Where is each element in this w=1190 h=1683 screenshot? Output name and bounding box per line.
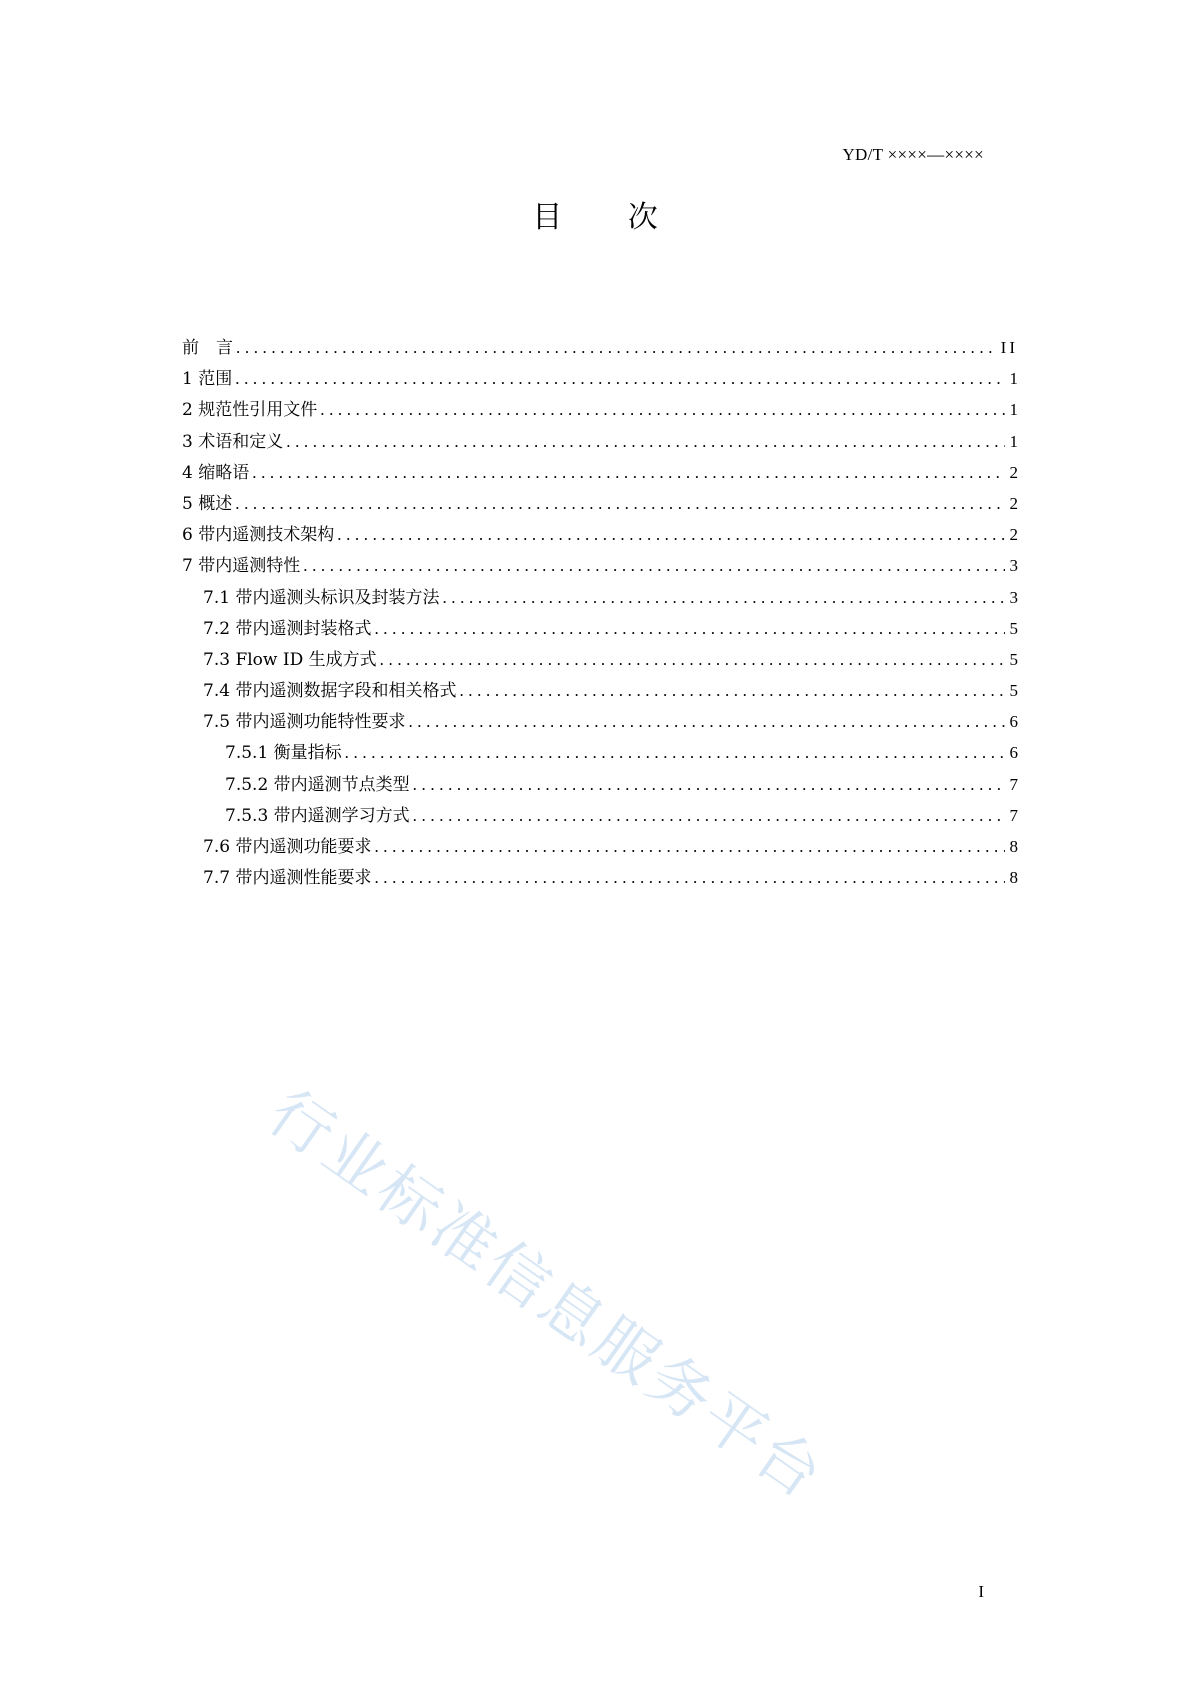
toc-leader-dots (413, 806, 1005, 826)
toc-entry[interactable] (182, 489, 1018, 520)
toc-entry-page: 5 (1009, 618, 1018, 638)
toc-entry-label: 7.1 带内遥测头标识及封装方法 (203, 587, 440, 608)
toc-entry[interactable] (182, 583, 1018, 614)
toc-entry[interactable] (182, 614, 1018, 645)
toc-entry[interactable] (182, 770, 1018, 801)
toc-entry-label: 7.6 带内遥测功能要求 (203, 837, 372, 857)
toc-leader-dots (374, 868, 1005, 888)
toc-entry-page: 3 (1009, 556, 1018, 576)
toc-entry[interactable] (182, 832, 1018, 863)
toc-entry[interactable] (182, 738, 1018, 769)
toc-entry-page: 1 (1009, 369, 1018, 389)
toc-leader-dots (374, 619, 1005, 639)
toc-leader-dots (413, 775, 1005, 795)
toc-entry-page: 3 (1009, 587, 1018, 607)
toc-entry-label: 7.3 Flow ID 生成方式 (203, 649, 377, 670)
toc-entry-page: 8 (1009, 837, 1018, 856)
toc-entry-label: 7 带内遥测特性 (182, 556, 301, 577)
toc-entry-page: 6 (1009, 743, 1018, 763)
toc-entry[interactable] (182, 458, 1018, 489)
toc-entry-page: 7 (1009, 774, 1018, 794)
toc-leader-dots (408, 712, 1005, 732)
toc-entry-label: 7.5.1 衡量指标 (225, 743, 342, 764)
toc-entry-label: 前 言 (182, 338, 233, 358)
toc-entry[interactable] (182, 645, 1018, 676)
toc-leader-dots (459, 681, 1005, 701)
toc-entry-label: 3 术语和定义 (182, 431, 284, 452)
toc-entry[interactable] (182, 707, 1018, 738)
toc-leader-dots (345, 743, 1005, 763)
toc-entry[interactable] (182, 801, 1018, 832)
toc-entry-label: 7.2 带内遥测封装格式 (203, 618, 372, 639)
toc-leader-dots (286, 432, 1005, 452)
toc-entry-page: 5 (1009, 681, 1018, 701)
toc-leader-dots (235, 369, 1005, 389)
toc-entry-page: 2 (1009, 462, 1018, 482)
document-code: YD/T ××××—×××× (842, 145, 984, 164)
toc-entry[interactable] (182, 333, 1018, 364)
toc-entry-label: 1 范围 (182, 369, 233, 390)
toc-entry-label: 5 概述 (182, 493, 233, 514)
page-title: 目 次 (532, 200, 686, 235)
toc-leader-dots (303, 556, 1005, 576)
toc-leader-dots (236, 338, 998, 358)
toc-leader-dots (374, 837, 1005, 857)
toc-entry-page: II (1000, 338, 1018, 357)
page-number: I (978, 1582, 984, 1601)
toc-entry-page: 2 (1009, 493, 1018, 513)
toc-entry[interactable] (182, 395, 1018, 426)
toc-leader-dots (337, 525, 1005, 545)
toc-entry[interactable] (182, 520, 1018, 551)
toc-leader-dots (442, 588, 1005, 608)
toc-entry-label: 7.5 带内遥测功能特性要求 (203, 712, 406, 733)
watermark: 行业标准信息服务平台 (255, 1075, 839, 1515)
toc-entry-page: 5 (1009, 649, 1018, 669)
toc-entry[interactable] (182, 863, 1018, 894)
toc-entry-page: 6 (1009, 712, 1018, 732)
toc-leader-dots (252, 463, 1005, 483)
toc-entry-label: 4 缩略语 (182, 462, 250, 483)
toc-entry-page: 2 (1009, 525, 1018, 545)
toc-entry-label: 7.5.3 带内遥测学习方式 (225, 805, 410, 826)
toc-entry-label: 7.5.2 带内遥测节点类型 (225, 774, 410, 795)
toc-entry-page: 1 (1009, 431, 1018, 451)
toc-entry[interactable] (182, 364, 1018, 395)
toc-entry-label: 7.7 带内遥测性能要求 (203, 868, 372, 889)
toc-leader-dots (380, 650, 1005, 670)
toc-entry-label: 7.4 带内遥测数据字段和相关格式 (203, 681, 457, 702)
toc-leader-dots (320, 400, 1005, 420)
toc-entry[interactable] (182, 427, 1018, 458)
table-of-contents (182, 333, 1018, 894)
toc-entry[interactable] (182, 676, 1018, 707)
toc-entry-label: 2 规范性引用文件 (182, 400, 318, 421)
toc-entry-page: 8 (1009, 868, 1018, 888)
toc-leader-dots (235, 494, 1005, 514)
toc-entry[interactable] (182, 551, 1018, 582)
toc-entry-page: 7 (1009, 805, 1018, 825)
toc-entry-page: 1 (1009, 400, 1018, 420)
toc-entry-label: 6 带内遥测技术架构 (182, 525, 335, 546)
